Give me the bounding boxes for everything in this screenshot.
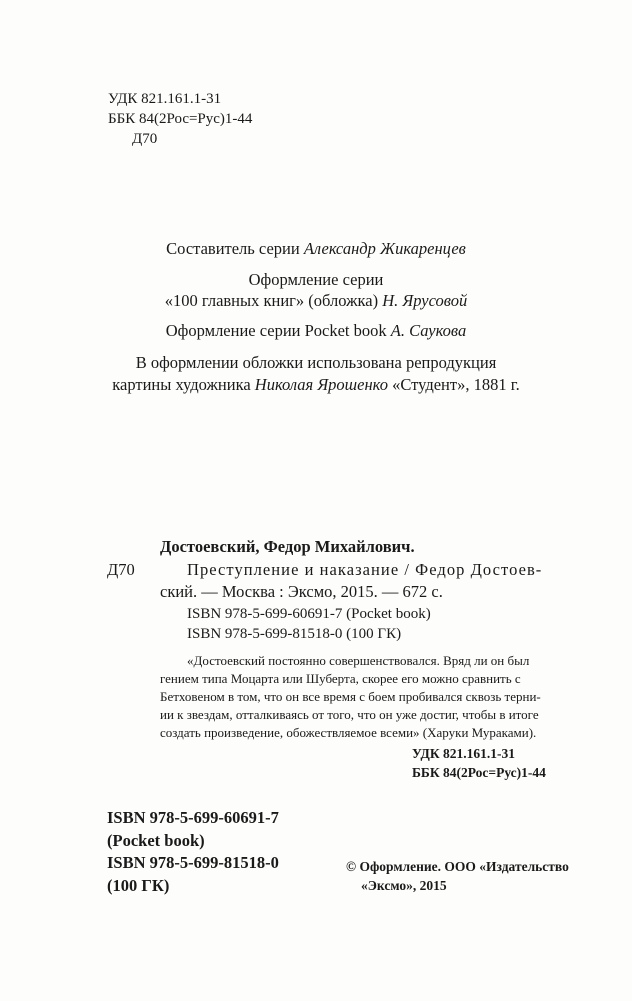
copyright-line1: © Оформление. ООО «Издательство [346,859,569,874]
pocket-name: А. Саукова [390,321,467,340]
footer-isbn-line: (100 ГК) [107,876,170,895]
abstract-line: «Достоевский постоянно совершенствовался. Вряд ли он был [187,653,530,668]
cover-line1: В оформлении обложки использована репродукция [135,353,497,372]
footer-isbn-line: (Pocket book) [107,831,205,850]
design-series: «100 главных книг» (обложка) [164,291,379,310]
footer-isbn-line: ISBN 978-5-699-60691-7 [107,808,279,827]
abstract-line: ии к звездам, отталкиваясь от того, что он уже достиг, чтобы в итоге [160,707,539,722]
cover-artist: Николая Ярошенко [254,375,388,394]
catalog-author: Достоевский, Федор Михайлович. [160,537,415,556]
compiler-label: Составитель серии [166,239,300,258]
design-credit [0,290,632,312]
cover-line2 [0,374,632,396]
pocket-label: Оформление серии Pocket book [165,321,387,340]
catalog-code: Д70 [107,560,135,579]
compiler-name: Александр Жикаренцев [303,239,466,258]
cover-suffix: «Студент», 1881 г. [392,375,520,394]
pocket-credit [0,320,632,342]
header-bbk: ББК 84(2Рос=Рус)1-44 [108,111,253,127]
design-label: Оформление серии [248,270,384,289]
catalog-bbk: ББК 84(2Рос=Рус)1-44 [412,765,546,780]
footer-isbn-line: ISBN 978-5-699-81518-0 [107,853,279,872]
catalog-desc-line1: Преступление и наказание / Федор Достоев- [187,560,543,579]
compiler-credit [0,238,632,260]
abstract-line: Бетховеном в том, что он все время с боем пробивался сквозь терни- [160,689,541,704]
header-udk: УДК 821.161.1-31 [108,91,222,107]
catalog-isbn1: ISBN 978-5-699-60691-7 (Pocket book) [187,606,431,622]
abstract-line: гением типа Моцарта или Шуберта, скорее его можно сравнить с [160,671,521,686]
design-name: Н. Ярусовой [382,291,468,310]
abstract-line: создать произведение, обожествляемое всеми» (Харуки Мураками). [160,725,537,740]
catalog-desc-line2: ский. — Москва : Эксмо, 2015. — 672 с. [160,582,443,601]
copyright-line2: «Эксмо», 2015 [361,878,447,893]
header-code: Д70 [132,131,158,147]
cover-prefix: картины художника [112,375,251,394]
catalog-udk: УДК 821.161.1-31 [412,746,515,761]
catalog-isbn2: ISBN 978-5-699-81518-0 (100 ГК) [187,626,402,642]
